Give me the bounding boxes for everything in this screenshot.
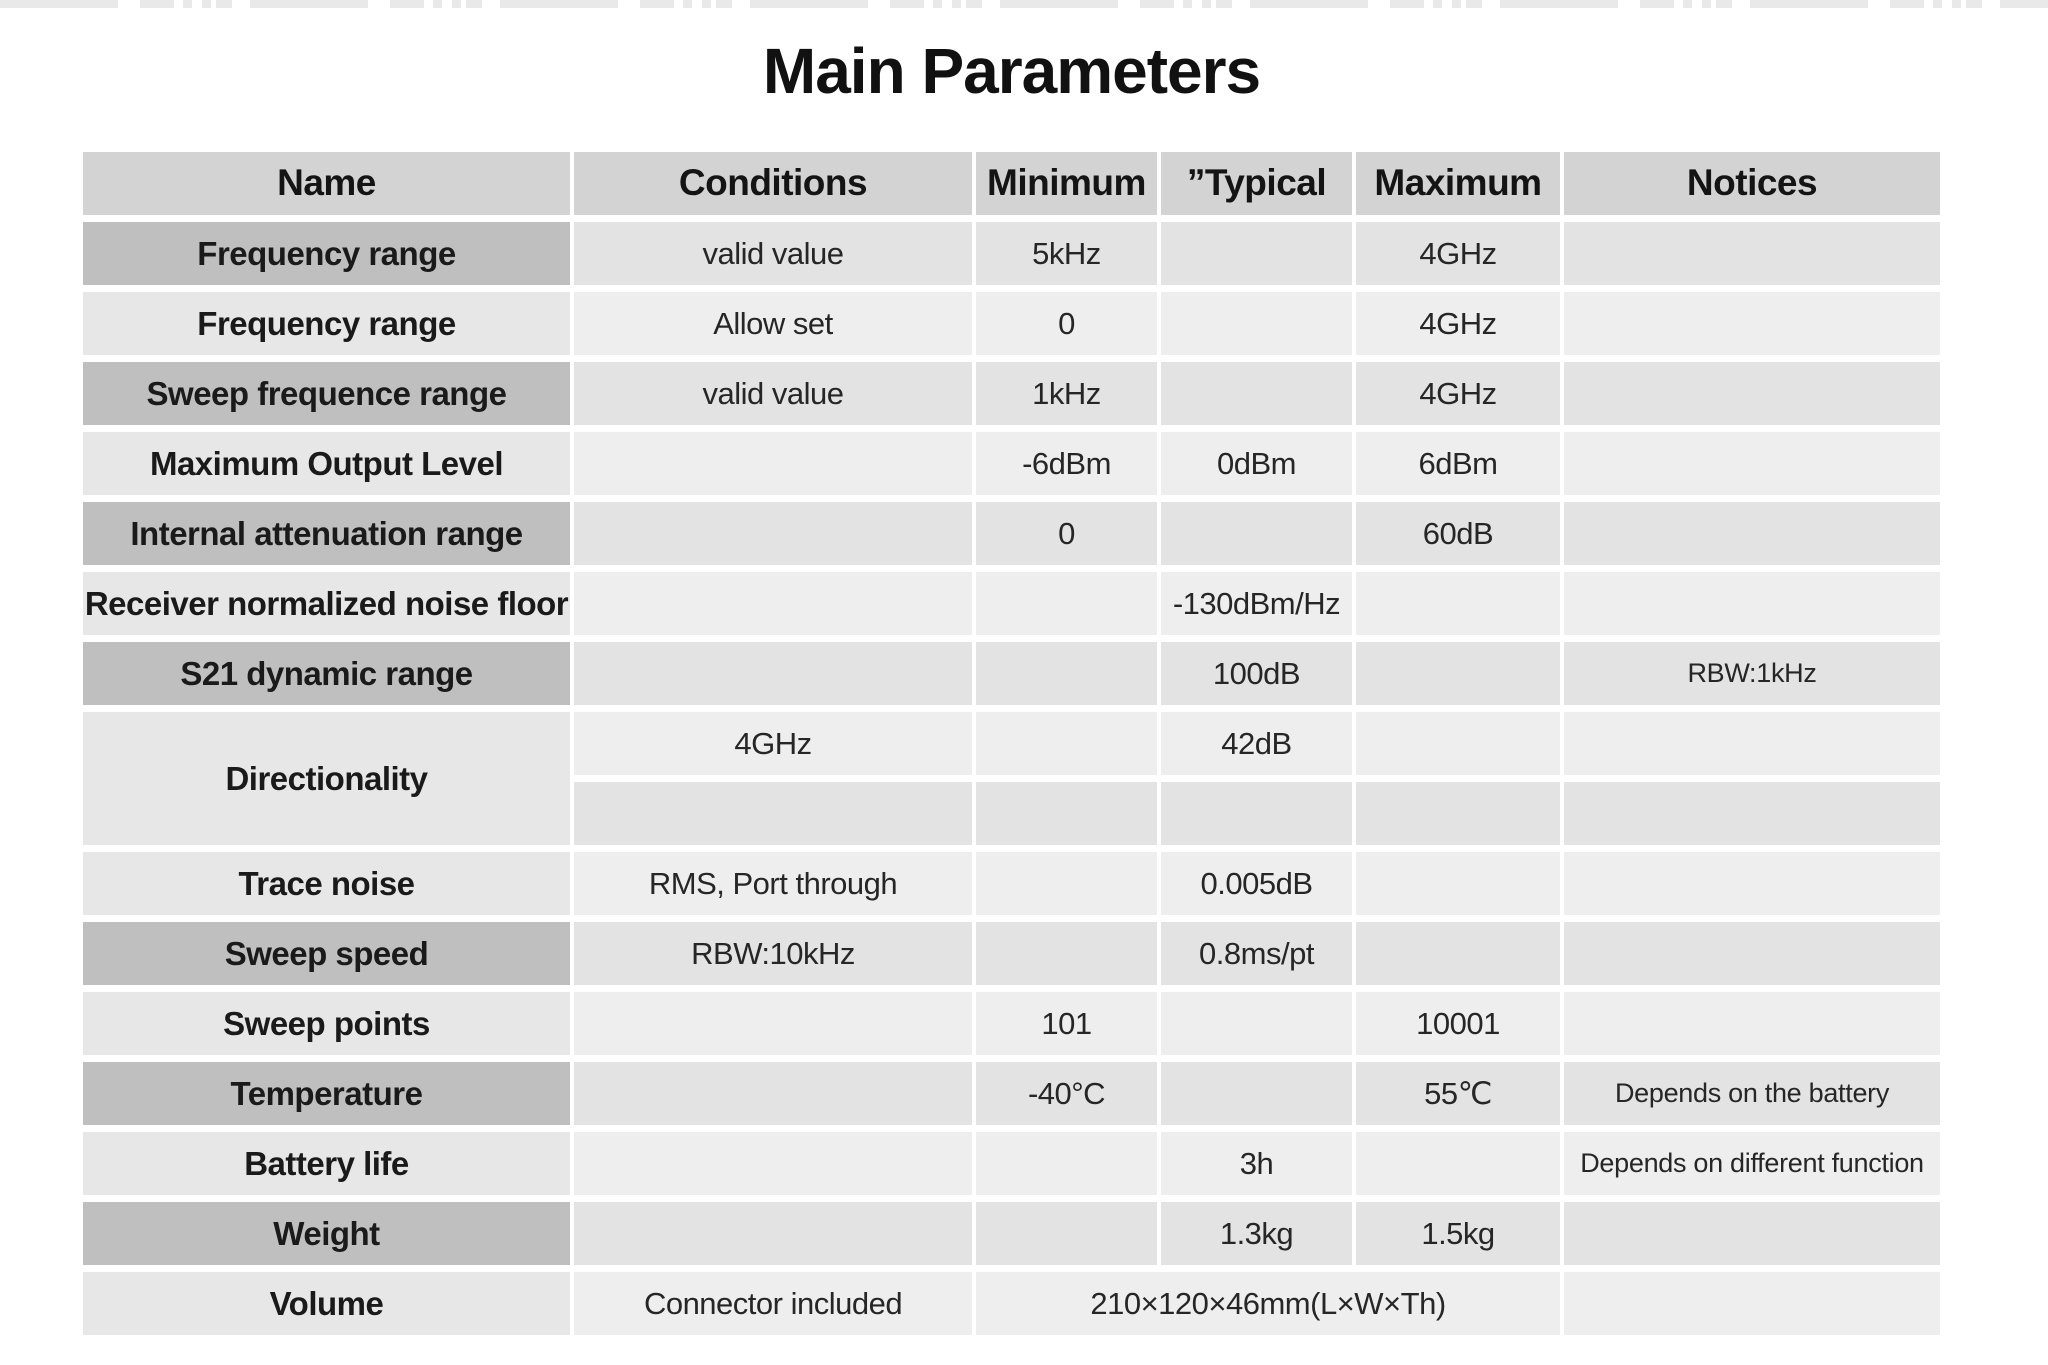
value-cell: RMS, Port through	[574, 852, 972, 915]
name-cell: Frequency range	[83, 292, 570, 355]
header-cell-conditions: Conditions	[574, 152, 972, 215]
value-cell: 55℃	[1356, 1062, 1560, 1125]
header-cell-notices: Notices	[1564, 152, 1940, 215]
value-cell: 101	[976, 992, 1157, 1055]
value-cell	[976, 572, 1157, 635]
notices-cell	[1564, 712, 1940, 775]
value-cell-dimensions: 210×120×46mm(L×W×Th)	[976, 1272, 1560, 1335]
value-cell: -6dBm	[976, 432, 1157, 495]
value-cell: valid value	[574, 362, 972, 425]
notices-cell	[1564, 572, 1940, 635]
notices-cell	[1564, 362, 1940, 425]
name-cell: Volume	[83, 1272, 570, 1335]
value-cell	[574, 642, 972, 705]
name-cell: Sweep speed	[83, 922, 570, 985]
value-cell: 3h	[1161, 1132, 1352, 1195]
value-cell	[976, 642, 1157, 705]
name-cell: S21 dynamic range	[83, 642, 570, 705]
value-cell: 0.005dB	[1161, 852, 1352, 915]
value-cell: valid value	[574, 222, 972, 285]
header-cell-minimum: Minimum	[976, 152, 1157, 215]
value-cell	[574, 1062, 972, 1125]
notices-cell: Depends on different function	[1564, 1132, 1940, 1195]
value-cell: 4GHz	[1356, 362, 1560, 425]
value-cell	[1161, 502, 1352, 565]
notices-cell	[1564, 782, 1940, 845]
name-cell: Trace noise	[83, 852, 570, 915]
header-cell-maximum: Maximum	[1356, 152, 1560, 215]
value-cell: -40°C	[976, 1062, 1157, 1125]
value-cell: RBW:10kHz	[574, 922, 972, 985]
notices-cell	[1564, 222, 1940, 285]
notices-cell	[1564, 292, 1940, 355]
value-cell	[1356, 712, 1560, 775]
value-cell: 4GHz	[574, 712, 972, 775]
value-cell	[1356, 572, 1560, 635]
value-cell: 42dB	[1161, 712, 1352, 775]
value-cell: 0.8ms/pt	[1161, 922, 1352, 985]
value-cell: -130dBm/Hz	[1161, 572, 1352, 635]
value-cell	[574, 502, 972, 565]
name-cell: Internal attenuation range	[83, 502, 570, 565]
value-cell: 1kHz	[976, 362, 1157, 425]
value-cell	[1161, 1062, 1352, 1125]
notices-cell	[1564, 1272, 1940, 1335]
notices-cell	[1564, 852, 1940, 915]
name-cell: Sweep frequence range	[83, 362, 570, 425]
value-cell	[1161, 222, 1352, 285]
value-cell: 4GHz	[1356, 222, 1560, 285]
value-cell	[976, 1202, 1157, 1265]
notices-cell	[1564, 1202, 1940, 1265]
value-cell	[976, 782, 1157, 845]
value-cell: 60dB	[1356, 502, 1560, 565]
value-cell: 6dBm	[1356, 432, 1560, 495]
value-cell: Connector included	[574, 1272, 972, 1335]
page-title: Main Parameters	[762, 35, 1261, 107]
value-cell	[574, 1202, 972, 1265]
value-cell	[1356, 642, 1560, 705]
value-cell: 10001	[1356, 992, 1560, 1055]
value-cell	[1161, 782, 1352, 845]
header-cell-typical: ”Typical	[1161, 152, 1352, 215]
name-cell: Maximum Output Level	[83, 432, 570, 495]
value-cell: 0	[976, 292, 1157, 355]
value-cell	[1356, 782, 1560, 845]
notices-cell	[1564, 502, 1940, 565]
header-cell-name: Name	[83, 152, 570, 215]
value-cell	[1356, 922, 1560, 985]
name-cell: Sweep points	[83, 992, 570, 1055]
notices-cell	[1564, 992, 1940, 1055]
name-cell: Receiver normalized noise floor	[83, 572, 570, 635]
value-cell: 5kHz	[976, 222, 1157, 285]
top-edge-artifact	[0, 0, 2048, 8]
notices-cell	[1564, 432, 1940, 495]
value-cell	[1356, 852, 1560, 915]
value-cell	[1161, 992, 1352, 1055]
name-cell: Weight	[83, 1202, 570, 1265]
notices-cell	[1564, 922, 1940, 985]
value-cell: 0dBm	[1161, 432, 1352, 495]
name-cell: Frequency range	[83, 222, 570, 285]
value-cell	[976, 922, 1157, 985]
value-cell	[976, 1132, 1157, 1195]
value-cell	[976, 712, 1157, 775]
value-cell: 100dB	[1161, 642, 1352, 705]
value-cell	[574, 572, 972, 635]
spec-table	[83, 152, 1940, 1335]
value-cell: Allow set	[574, 292, 972, 355]
value-cell	[574, 782, 972, 845]
value-cell	[1161, 362, 1352, 425]
name-cell: Directionality	[83, 712, 570, 845]
value-cell: 1.5kg	[1356, 1202, 1560, 1265]
value-cell	[1161, 292, 1352, 355]
name-cell: Battery life	[83, 1132, 570, 1195]
notices-cell: Depends on the battery	[1564, 1062, 1940, 1125]
value-cell	[574, 992, 972, 1055]
value-cell: 0	[976, 502, 1157, 565]
value-cell	[976, 852, 1157, 915]
name-cell: Temperature	[83, 1062, 570, 1125]
value-cell: 4GHz	[1356, 292, 1560, 355]
value-cell	[574, 432, 972, 495]
value-cell: 1.3kg	[1161, 1202, 1352, 1265]
value-cell	[1356, 1132, 1560, 1195]
value-cell	[574, 1132, 972, 1195]
notices-cell: RBW:1kHz	[1564, 642, 1940, 705]
